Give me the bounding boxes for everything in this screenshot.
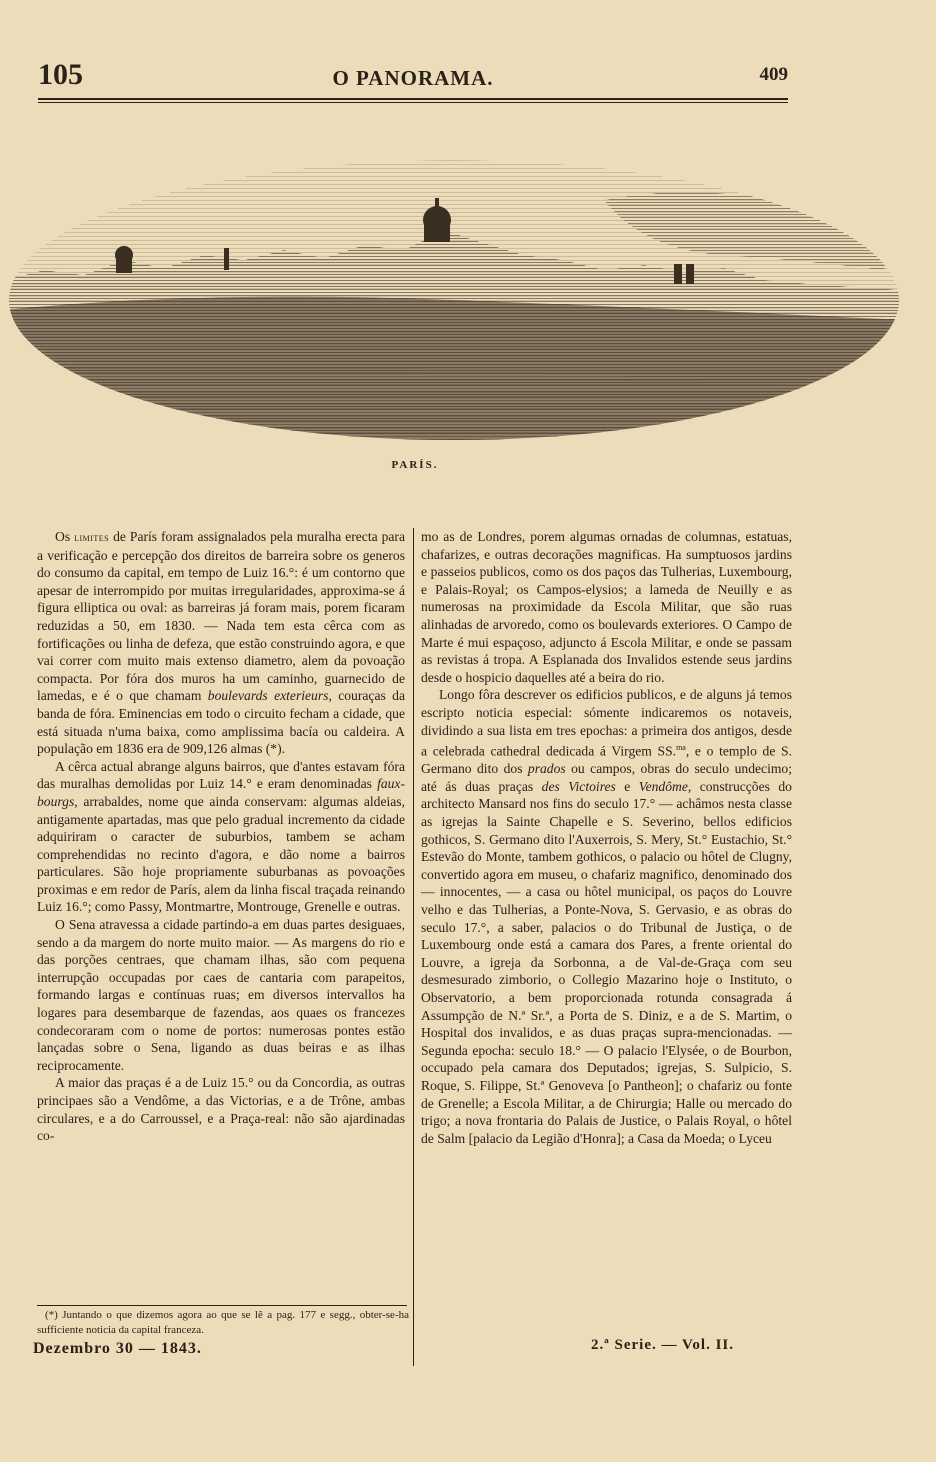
italic-term: des Victoires <box>541 778 616 794</box>
illustration-caption: PARÍS. <box>391 459 439 471</box>
paragraph-text: ou campos, obras do seculo undecimo; até ás duas praças <box>421 761 792 794</box>
paragraph-text: , construcções do architecto Mansard nos fins do seculo 17.° — achâmos nesta classe as igrejas la Sainte Chapelle e S. Severino, bellos edificios gothicos, S. Germano dito l'Auxerrois, S. Mery, St.° Eustachio, St.° Estevão do Monte, tambem gothicos, o palacio ou hôtel de Clugny, convertido agora em museu, o chafariz magnifico, denominado dos — innocentes, — a casa ou hôtel municipal, os paços do Louvre velho e das Tulherias, a Ponte-Nova, S. Gervasio, e as obras do seculo 17.°, a saber, palacios o do Tribunal de Justiça, o de Luxembourg onde está a camara dos Pares, a frente oriental do Louvre, a igreja da Sorbonna, a de Val-de-Graça com seu desmesurado zimborio, o Collegio Mazarino hoje o Instituto, o Observatorio, a bem proporcionada rotunda consagrada á Assumpção de N.ª Sr.ª, a Porta de S. Diniz, e a de S. Martim, o Hospital dos invalidos, e as duas praças supra-mencionadas. — Segunda epocha: seculo 18.° — O palacio l'Elysée, o de Bourbon, occupado pela camara dos Deputados; igrejas, S. Sulpicio, S. Roque, S. Filippe, St.ª Genoveva [o Pantheon]; o chafariz ou fonte de Grenelle; a Escola Militar, a de Chirurgia; Halle ou mercado do trigo; a nova frontaria do Palais de Justice, o Palais Royal, o hôtel de Salm [palacio da Legião d'Honra]; a Casa da Moeda; o Lyceu <box>421 778 792 1146</box>
column-divider <box>413 528 414 1366</box>
superscript: ma <box>676 743 686 753</box>
small-caps-lead: limites <box>74 530 110 544</box>
paragraph-text: e <box>615 778 639 794</box>
paragraph: O Sena atravessa a cidade partindo-a em duas partes desiguaes, sendo a da margem do norte muito maior. — As margens do rio e das porções centraes, que chamam ilhas, são com pequena interrupção occupadas por caes de cantaria com parapeitos, formando largas e contínuas ruas; em diversos intervallos ha logares para desembarque de fazendas, aos quaes os francezes condecoraram com o nome de portos: numerosas pontes estão lançadas sobre o Sena, ligando as duas beiras e as ilhas reciprocamente. <box>37 917 405 1073</box>
header-rule <box>38 98 788 103</box>
footnote-text: (*) Juntando o que dizemos agora ao que se lê a pag. 177 e segg., obter-se-ha sufficiente noticia da capital franceza. <box>37 1309 409 1336</box>
italic-term: Vendôme <box>638 778 688 794</box>
paragraph-text: Longo fôra descrever os edificios publicos, e de alguns já temos escripto noticia especial: sómente indicaremos os notaveis, dividindo a sua lista em tres epochas: a primeira dos antigos, desde a celebrada cathedral dedicada á Virgem SS. <box>421 687 792 759</box>
issue-number: 105 <box>38 58 83 91</box>
text-column-left <box>37 528 405 1145</box>
lead-text: Os <box>55 529 75 544</box>
page-number: 409 <box>759 64 788 85</box>
paragraph: mo as de Londres, porem algumas ornadas de columnas, estatuas, chafarizes, e outras decorações magnificas. Ha sumptuosos jardins e passeios publicos, como os dos paços das Tulherias, Luxembourg, e Palais-Royal; os Campos-elysios; a lameda de Neuilly e as numerosas na proximidade da Escola Militar, que são ruas alinhadas de arvoredo, como os boulevards exteriores. O Campo de Marte é mui espaçoso, adjuncto á Escola Militar, e onde se passam as revistas á tropa. A Esplanada dos Invalidos estende seus jardins desde o hospicio daquelles até a beira do rio. <box>421 529 792 685</box>
running-header <box>38 58 788 94</box>
paragraph: A maior das praças é a de Luiz 15.° ou da Concordia, as outras principaes são a Vendôme, a das Victorias, e a de Trône, ambas circulares, e a do Carroussel, e a Praça-real: não são ajardinadas co- <box>37 1075 405 1144</box>
series-volume: 2.ª Serie. — Vol. II. <box>591 1337 735 1353</box>
paris-panorama-engraving <box>4 160 904 460</box>
paragraph-text: A cêrca actual abrange alguns bairros, que d'antes estavam fóra das muralhas demolidas por Luiz 14.° e eram denominadas <box>37 758 405 792</box>
paragraph-text: , couraças da banda de fóra. Eminencias em todo o circuito fecham a cidade, que está situada n'uma baixa, como amplissima bacía ou caldeira. A população em 1836 era de 909,126 almas (*). <box>37 688 405 757</box>
footnote <box>37 1308 409 1337</box>
paragraph-text: , arrabaldes, nome que ainda conservam: algumas aldeias, antigamente apartadas, mas que pelo gradual incremento da cidade adquiriram o caracter de suburbios, tambem se acham comprehendidas no recinto d'agora, e dão nome a bairros particulares. São hoje propriamente suburbanas as povoações proximas e em redor de París, alem da linha fiscal traçada reinando Luiz 16.°; como Passy, Montmartre, Montrouge, Grenelle e outras. <box>37 793 405 915</box>
journal-title: O PANORAMA. <box>332 66 494 90</box>
paragraph-text: de París foram assignalados pela muralha erecta para a verificação e percepção dos direitos de barreira sobre os generos do consumo da capital, em tempo de Luiz 16.°: é um contorno que apesar de interrompido por muitas irregularidades, approxima-se á figura elliptica ou oval: as barreiras já foram mais, porem ficaram reduzidas a 50, em 1830. — Nada tem esta cêrca com as fortificações ou linha de defeza, que estão construindo agora, e que vai correr com muito mais extenso diametro, alem da povoação compacta. Por fóra dos muros ha um caminho, guarnecido de lamedas, e é o que chamam <box>37 529 405 704</box>
italic-term: faux-bourgs <box>37 776 405 809</box>
footnote-rule <box>37 1305 407 1306</box>
paragraph-text: , e o templo de S. Germano dito dos <box>421 743 793 777</box>
italic-term: prados <box>527 761 566 777</box>
text-column-right <box>421 528 792 1147</box>
paragraph <box>37 758 405 916</box>
issue-date: Dezembro 30 — 1843. <box>33 1340 202 1357</box>
italic-term: boulevards exterieurs <box>207 688 329 704</box>
paragraph <box>421 686 792 1147</box>
paragraph <box>37 528 405 758</box>
